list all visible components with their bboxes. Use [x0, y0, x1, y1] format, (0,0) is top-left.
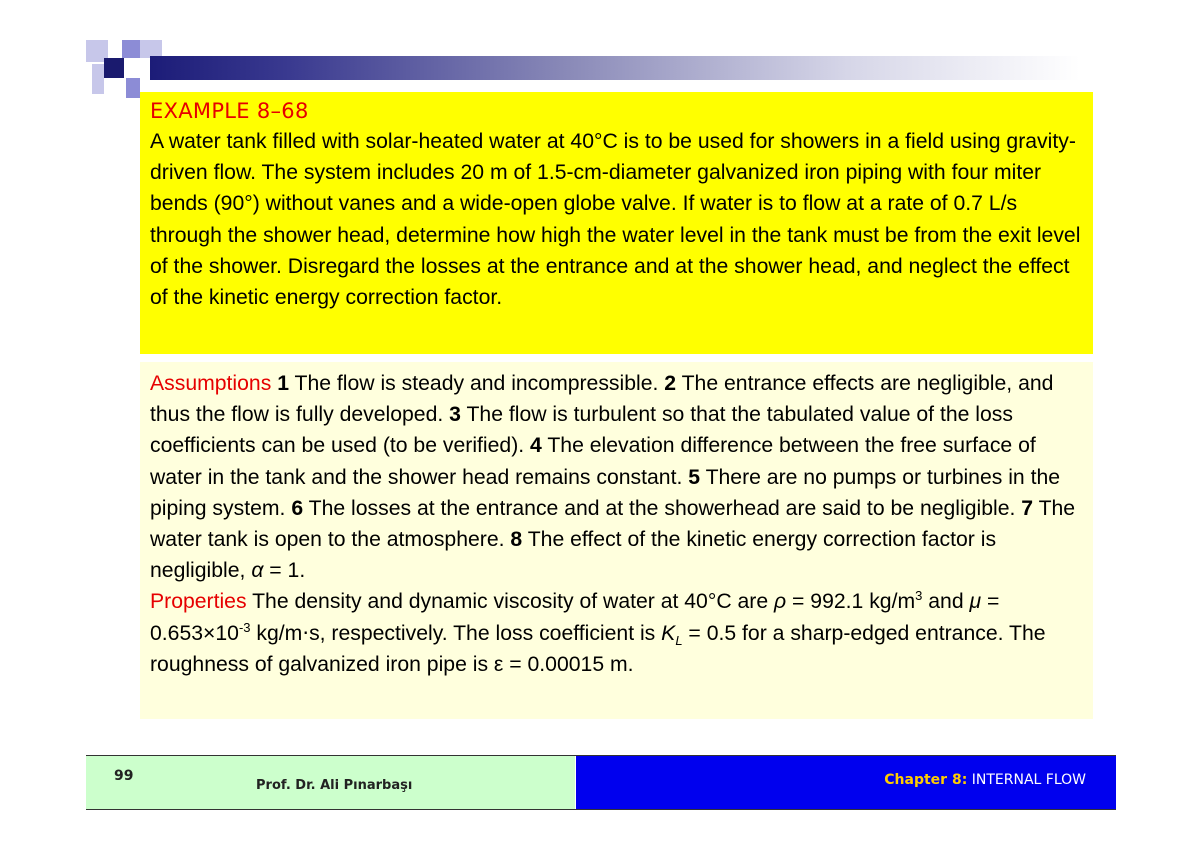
assumption-text: There are no pumps or turbines in the piping system.: [150, 465, 1061, 520]
properties-text: kg/m⋅s, respectively. The loss coefficient is: [250, 621, 662, 645]
mu-symbol: μ: [969, 590, 982, 614]
assumption-number: 5: [688, 465, 701, 489]
properties-text: = 0.5 for a sharp-edged entrance. The roughness of galvanized iron pipe is ε = 0.00015 m.: [150, 621, 1046, 676]
assumptions-label: Assumptions: [150, 372, 272, 395]
assumptions-paragraph: [150, 368, 1083, 586]
assumption-text: The effect of the kinetic energy correction factor is negligible,: [150, 528, 997, 583]
assumption-number: 4: [530, 434, 542, 458]
assumption-text: The elevation difference between the free surface of water in the tank and the shower head remains constant.: [150, 434, 1036, 489]
author-name: Prof. Dr. Ali Pınarbaşı: [256, 778, 413, 793]
header-decoration-square: [92, 64, 104, 94]
footer-right-panel: [576, 756, 1116, 809]
superscript: -3: [238, 619, 251, 635]
k-subscript: L: [675, 632, 683, 648]
assumption-number: 6: [291, 496, 304, 520]
assumption-number: 8: [510, 528, 523, 552]
assumption-text: The losses at the entrance and at the showerhead are said to be negligible.: [308, 496, 1016, 520]
assumption-number: 1: [277, 372, 289, 395]
alpha-value: = 1.: [263, 559, 306, 583]
k-symbol: K: [661, 621, 676, 645]
header-decoration-square: [104, 58, 124, 78]
footer-bottom-rule: [86, 809, 1116, 810]
assumption-number: 7: [1021, 496, 1034, 520]
properties-text: The density and dynamic viscosity of water at 40°C are: [252, 590, 775, 614]
properties-text: = 0.653×10: [150, 590, 1000, 645]
assumption-number: 2: [664, 372, 677, 395]
chapter-title: INTERNAL FLOW: [971, 772, 1086, 788]
example-title: EXAMPLE 8–68: [150, 99, 309, 123]
chapter-label: Chapter 8:: [884, 772, 968, 788]
superscript: 3: [915, 588, 923, 604]
assumption-number: 3: [449, 403, 461, 427]
example-text: A water tank filled with solar-heated water at 40°C is to be used for showers in a field using gravity-driven flow. The system includes 20 m of 1.5-cm-diameter galvanized iron piping with four miter bends (90°) without vanes and a wide-open globe valve. If water is to flow at a rate of 0.7 L/s through the shower head, determine how high the water level in the tank must be from the exit level of the shower. Disregard the losses at the entrance and at the shower head, and neglect the effect of the kinetic energy correction factor.: [150, 130, 1081, 310]
chapter-caption: [884, 772, 1086, 788]
properties-paragraph: [150, 586, 1083, 680]
properties-text: and: [922, 590, 970, 614]
assumption-text: The flow is steady and incompressible.: [294, 372, 659, 395]
rho-symbol: ρ: [774, 590, 787, 614]
example-box: [140, 92, 1093, 354]
header-decoration-square: [126, 78, 140, 98]
page-number: 99: [114, 768, 134, 784]
assumptions-box: [140, 362, 1093, 719]
assumption-text: The entrance effects are negligible, and thus the flow is fully developed.: [150, 372, 1054, 427]
assumption-text: The water tank is open to the atmosphere.: [150, 496, 1076, 552]
header-gradient-bar: [150, 56, 1080, 80]
header-decoration-square: [122, 40, 140, 58]
properties-label: Properties: [150, 590, 247, 614]
properties-text: = 992.1 kg/m: [786, 590, 916, 614]
footer-left-panel: [86, 756, 575, 809]
alpha-symbol: α: [251, 559, 264, 583]
assumption-text: The flow is turbulent so that the tabulated value of the loss coefficients can be used (to be verified).: [150, 403, 1013, 458]
